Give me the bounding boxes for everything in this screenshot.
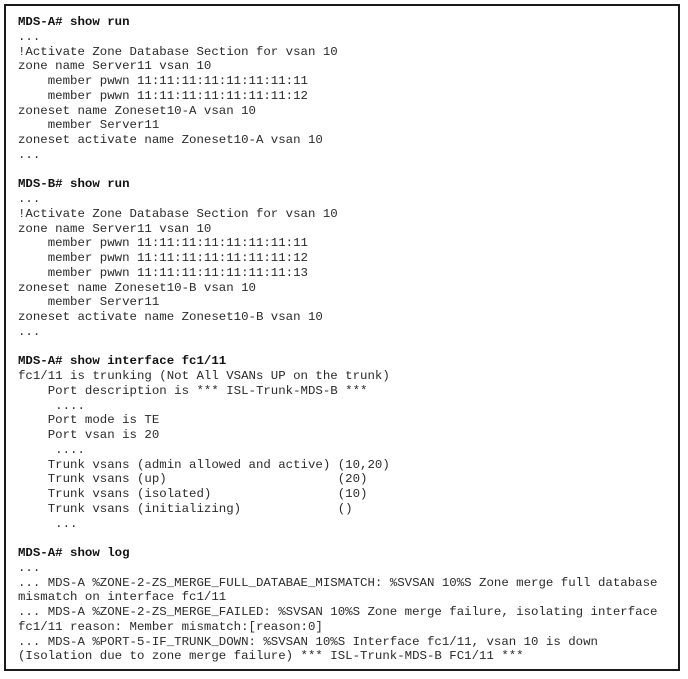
output-line: (Isolation due to zone merge failure) *** ISL-Trunk-MDS-B FC1/11 *** (18, 649, 524, 664)
output-line: Trunk vsans (initializing) () (18, 501, 353, 516)
section-spacer (18, 340, 672, 355)
section-spacer (18, 163, 672, 178)
output-line: zoneset activate name Zoneset10-B vsan 10 (18, 310, 323, 324)
cli-section (18, 15, 672, 163)
output-line: ... (18, 516, 78, 531)
output-line: ... (18, 324, 41, 339)
output-line: Port description is *** ISL-Trunk-MDS-B *** (18, 383, 368, 398)
output-line: zoneset activate name Zoneset10-A vsan 10 (18, 133, 323, 147)
output-line: ... (18, 560, 41, 575)
command-line: MDS-A# show interface fc1/11 (18, 354, 227, 369)
command-line: MDS-B# show run (18, 177, 130, 192)
output-line: !Activate Zone Database Section for vsan 10 (18, 44, 338, 59)
output-line: member pwwn 11:11:11:11:11:11:11:13 (18, 265, 308, 280)
output-line: Port vsan is 20 (18, 428, 160, 442)
output-line: mismatch on interface fc1/11 (18, 590, 227, 605)
section-spacer (18, 531, 672, 546)
cli-section (18, 177, 672, 339)
output-line: member Server11 (18, 118, 160, 133)
output-line: ... MDS-A %PORT-5-IF_TRUNK_DOWN: %SVSAN 10%S Interface fc1/11, vsan 10 is down (18, 634, 598, 649)
output-line: fc1/11 is trunking (Not All VSANs UP on the trunk) (18, 369, 390, 383)
output-line: !Activate Zone Database Section for vsan 10 (18, 206, 338, 221)
output-line: zoneset name Zoneset10-B vsan 10 (18, 280, 256, 295)
output-line: ... (18, 192, 41, 206)
output-line: Trunk vsans (admin allowed and active) (10,20) (18, 457, 390, 472)
output-line: Trunk vsans (isolated) (10) (18, 487, 368, 501)
output-line: zoneset name Zoneset10-A vsan 10 (18, 103, 256, 118)
output-line: Port mode is TE (18, 413, 160, 428)
output-line: ... MDS-A %ZONE-2-ZS_MERGE_FULL_DATABAE_MISMATCH: %SVSAN 10%S Zone merge full database (18, 575, 658, 590)
output-line: .... (18, 398, 85, 413)
output-line: fc1/11 reason: Member mismatch:[reason:0] (18, 619, 323, 634)
output-line: member pwwn 11:11:11:11:11:11:11:11 (18, 236, 308, 251)
cli-section (18, 354, 672, 531)
cli-output-frame (4, 4, 680, 671)
output-line: ... MDS-A %ZONE-2-ZS_MERGE_FAILED: %SVSAN 10%S Zone merge failure, isolating interface (18, 605, 658, 619)
output-line: ... (18, 147, 41, 162)
cli-output (18, 15, 672, 664)
output-line: zone name Server11 vsan 10 (18, 59, 212, 74)
output-line: member pwwn 11:11:11:11:11:11:11:11 (18, 74, 308, 88)
output-line: Trunk vsans (up) (20) (18, 472, 368, 487)
output-line: member Server11 (18, 295, 160, 310)
output-line: member pwwn 11:11:11:11:11:11:11:12 (18, 88, 308, 103)
output-line: ... (18, 29, 41, 44)
output-line: member pwwn 11:11:11:11:11:11:11:12 (18, 251, 308, 265)
output-line: zone name Server11 vsan 10 (18, 221, 212, 236)
output-line: .... (18, 442, 85, 457)
cli-section (18, 546, 672, 664)
command-line: MDS-A# show log (18, 546, 130, 560)
command-line: MDS-A# show run (18, 15, 130, 29)
